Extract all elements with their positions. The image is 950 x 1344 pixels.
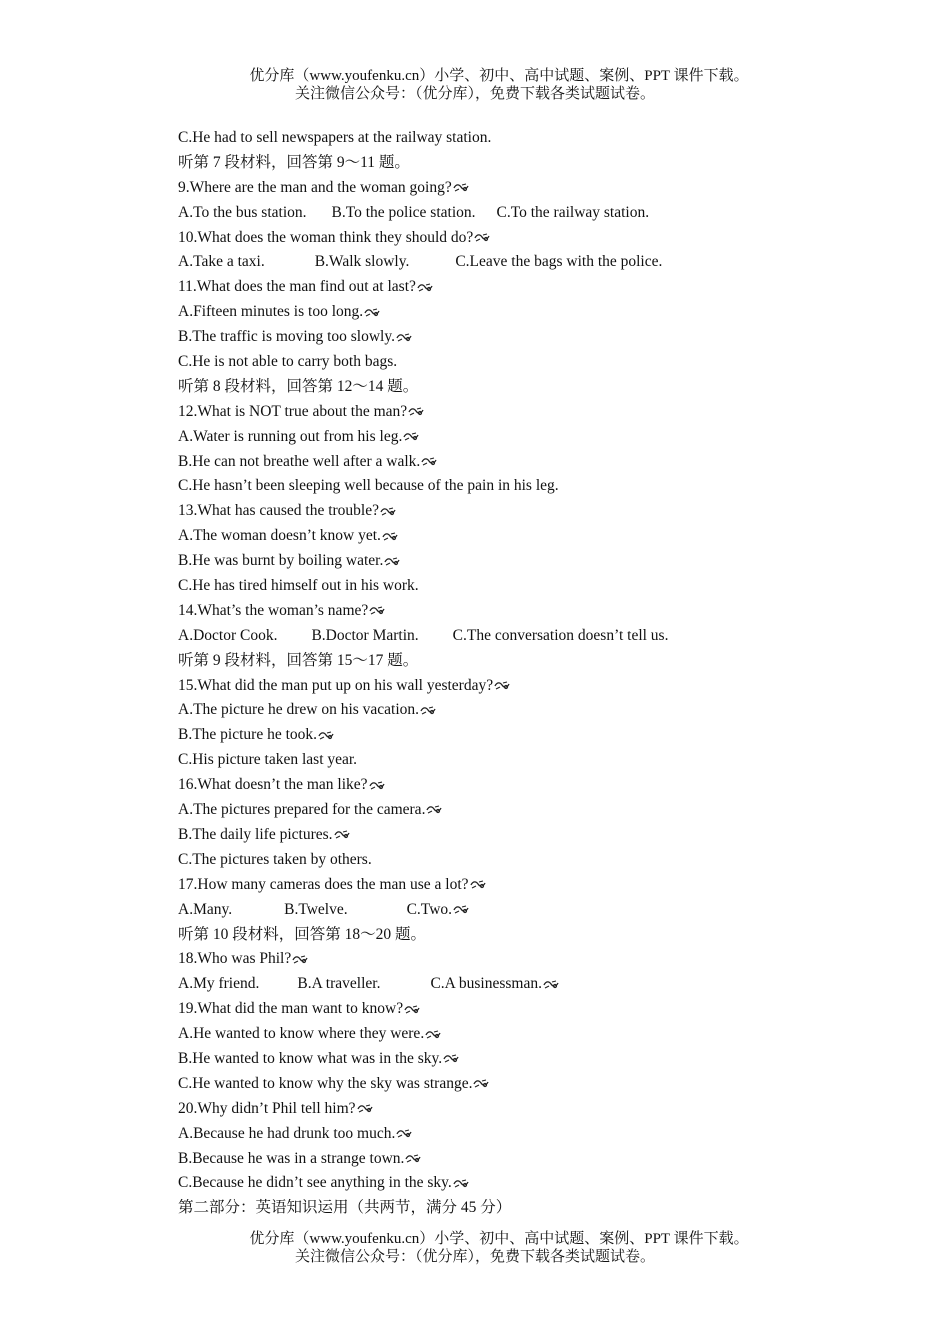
scribble-mark-icon (380, 507, 396, 517)
answer-option: C.Two. (406, 900, 453, 918)
answer-option: B.Walk slowly. (314, 253, 410, 271)
section-heading (178, 649, 878, 674)
text-label: B.The daily life pictures. (178, 825, 333, 843)
answer-option (178, 1147, 878, 1172)
question-label: 14.What’s the woman’s name? (178, 601, 369, 619)
section-heading (178, 151, 878, 176)
question-label: 9.Where are the man and the woman going? (178, 178, 452, 196)
scribble-mark-icon (292, 955, 308, 965)
page-footer (0, 1230, 950, 1266)
answer-option (178, 450, 878, 475)
scribble-mark-icon (404, 1005, 420, 1015)
answer-option (178, 574, 878, 599)
question-text (178, 773, 878, 798)
scribble-mark-icon (364, 308, 380, 318)
answer-option: A.My friend. (178, 975, 260, 993)
text-label: C.He wanted to know why the sky was strange. (178, 1074, 473, 1092)
section-label: 听第 10 段材料，回答第 18～20 题。 (178, 925, 427, 943)
answer-option (178, 1171, 878, 1196)
scribble-mark-icon (396, 1129, 412, 1139)
answer-option (178, 1047, 878, 1072)
scribble-mark-icon (405, 1154, 421, 1164)
answer-option (178, 698, 878, 723)
question-text (178, 176, 878, 201)
answer-option: A.Doctor Cook. (178, 626, 278, 644)
exam-content (178, 126, 878, 1221)
text-label: A.Because he had drunk too much. (178, 1124, 396, 1142)
scribble-mark-icon (369, 781, 385, 791)
scribble-mark-icon (420, 706, 436, 716)
answer-option: B.Twelve. (284, 900, 348, 918)
scribble-mark-icon (403, 432, 419, 442)
text-label: C.He had to sell newspapers at the railway station. (178, 129, 492, 146)
answer-option (178, 798, 878, 823)
scribble-mark-icon (408, 407, 424, 417)
answer-option (178, 1022, 878, 1047)
scribble-mark-icon (421, 457, 437, 467)
scribble-mark-icon (417, 283, 433, 293)
question-label: 18.Who was Phil? (178, 950, 292, 968)
scribble-mark-icon (334, 830, 350, 840)
answer-option: C.Leave the bags with the police. (455, 253, 663, 271)
header-line-1: 优分库（www.youfenku.cn）小学、初中、高中试题、案例、PPT 课件下载。 (249, 68, 749, 84)
answer-option (178, 474, 878, 499)
question-text (178, 1097, 878, 1122)
question-label: 12.What is NOT true about the man? (178, 402, 408, 420)
answer-option (178, 748, 878, 773)
answer-options-row (178, 201, 878, 226)
scribble-mark-icon (470, 880, 486, 890)
answer-option (178, 350, 878, 375)
question-text (178, 997, 878, 1022)
question-text (178, 947, 878, 972)
scribble-mark-icon (474, 233, 490, 243)
footer-line-1: 优分库（www.youfenku.cn）小学、初中、高中试题、案例、PPT 课件下载。 (249, 1231, 749, 1247)
question-text (178, 400, 878, 425)
text-label: B.He wanted to know what was in the sky. (178, 1049, 443, 1067)
section-label: 听第 8 段材料，回答第 12～14 题。 (178, 377, 419, 395)
answer-option (178, 325, 878, 350)
footer-line-2: 关注微信公众号：（优分库），免费下载各类试题试卷。 (294, 1249, 655, 1265)
answer-option (178, 300, 878, 325)
section-heading (178, 923, 878, 948)
answer-option (178, 1122, 878, 1147)
text-label: A.Water is running out from his leg. (178, 427, 403, 445)
answer-option (178, 126, 878, 151)
text-label: C.His picture taken last year. (178, 751, 358, 769)
scribble-mark-icon (369, 606, 385, 616)
scribble-mark-icon (473, 1079, 489, 1089)
question-text (178, 275, 878, 300)
question-text (178, 599, 878, 624)
section-label: 第二部分：英语知识运用（共两节，满分 45 分） (178, 1199, 512, 1217)
text-label: A.Fifteen minutes is too long. (178, 303, 364, 321)
answer-option: B.A traveller. (297, 975, 381, 993)
answer-option: B.Doctor Martin. (311, 626, 419, 644)
question-label: 13.What has caused the trouble? (178, 502, 379, 520)
question-label: 16.What doesn’t the man like? (178, 776, 368, 794)
answer-option (178, 823, 878, 848)
text-label: A.The pictures prepared for the camera. (178, 801, 426, 819)
scribble-mark-icon (357, 1104, 373, 1114)
text-label: C.He is not able to carry both bags. (178, 353, 398, 371)
answer-option (178, 723, 878, 748)
text-label: C.He has tired himself out in his work. (178, 577, 419, 595)
answer-option: A.Many. (178, 900, 233, 918)
answer-option: C.A businessman. (430, 975, 542, 993)
question-text (178, 873, 878, 898)
text-label: C.The pictures taken by others. (178, 850, 372, 868)
question-label: 10.What does the woman think they should do? (178, 228, 474, 246)
question-label: 11.What does the man find out at last? (178, 278, 416, 296)
answer-option (178, 425, 878, 450)
answer-option: A.Take a taxi. (178, 253, 265, 271)
scribble-mark-icon (382, 532, 398, 542)
scribble-mark-icon (443, 1054, 459, 1064)
scribble-mark-icon (426, 805, 442, 815)
text-label: A.The woman doesn’t know yet. (178, 527, 381, 545)
text-label: B.He can not breathe well after a walk. (178, 452, 421, 470)
text-label: B.He was burnt by boiling water. (178, 552, 384, 570)
answer-option (178, 1072, 878, 1097)
answer-option (178, 549, 878, 574)
answer-options-row (178, 624, 878, 649)
section-label: 听第 9 段材料，回答第 15～17 题。 (178, 651, 419, 669)
scribble-mark-icon (453, 905, 469, 915)
section-label: 听第 7 段材料，回答第 9～11 题。 (178, 153, 410, 171)
section-heading (178, 375, 878, 400)
scribble-mark-icon (384, 557, 400, 567)
text-label: B.The traffic is moving too slowly. (178, 328, 395, 346)
question-label: 15.What did the man put up on his wall yesterday? (178, 676, 494, 694)
scribble-mark-icon (453, 183, 469, 193)
question-label: 17.How many cameras does the man use a lot? (178, 875, 469, 893)
answer-options-row (178, 250, 878, 275)
scribble-mark-icon (396, 333, 412, 343)
scribble-mark-icon (425, 1030, 441, 1040)
answer-options-row (178, 898, 878, 923)
text-label: A.The picture he drew on his vacation. (178, 701, 420, 719)
answer-option (178, 848, 878, 873)
answer-option: A.To the bus station. (178, 203, 307, 221)
question-text (178, 674, 878, 699)
text-label: C.He hasn’t been sleeping well because of the pain in his leg. (178, 477, 559, 495)
scribble-mark-icon (494, 681, 510, 691)
text-label: B.Because he was in a strange town. (178, 1149, 405, 1167)
question-label: 19.What did the man want to know? (178, 1000, 404, 1018)
text-label: B.The picture he took. (178, 726, 318, 744)
text-label: C.Because he didn’t see anything in the sky. (178, 1174, 452, 1192)
scribble-mark-icon (543, 980, 559, 990)
answer-option (178, 524, 878, 549)
question-text (178, 499, 878, 524)
question-text (178, 226, 878, 251)
scribble-mark-icon (453, 1179, 469, 1189)
text-label: A.He wanted to know where they were. (178, 1025, 425, 1043)
answer-option: C.The conversation doesn’t tell us. (452, 626, 669, 644)
header-line-2: 关注微信公众号：（优分库），免费下载各类试题试卷。 (294, 86, 655, 102)
answer-option: B.To the police station. (331, 203, 476, 221)
scribble-mark-icon (318, 731, 334, 741)
section-heading (178, 1196, 878, 1221)
answer-options-row (178, 972, 878, 997)
page-header (0, 67, 950, 103)
answer-option: C.To the railway station. (496, 203, 650, 221)
question-label: 20.Why didn’t Phil tell him? (178, 1099, 356, 1117)
